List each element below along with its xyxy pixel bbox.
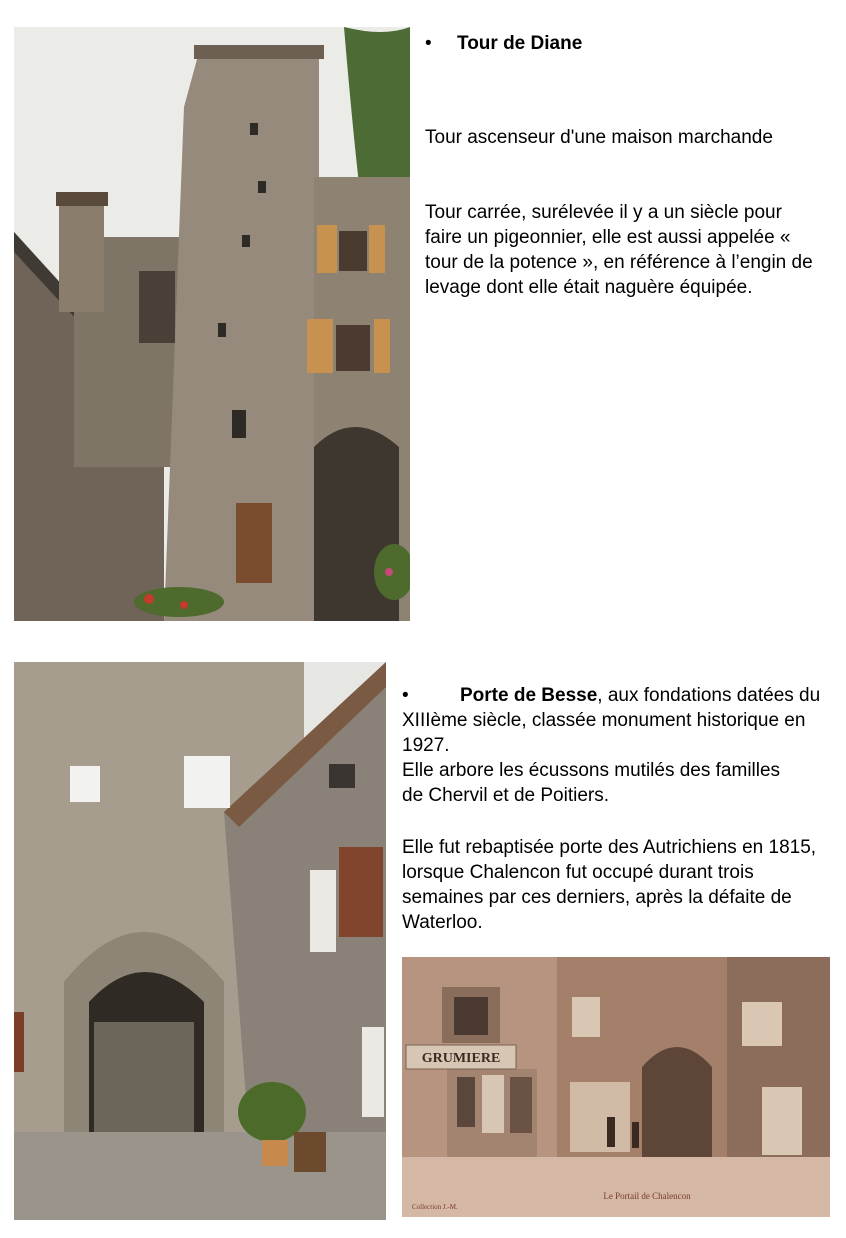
postcard-collection: Collection J.-M. xyxy=(412,1203,458,1211)
porte-de-besse-photo xyxy=(14,662,386,1220)
section2-paragraph2: Elle fut rebaptisée porte des Autrichiens en 1815, lorsque Chalencon fut occupé durant trois semaines par ces derniers, après la défaite de Waterloo. xyxy=(402,837,817,933)
bullet-2: • xyxy=(402,685,409,706)
bullet-1: • xyxy=(425,33,432,54)
section2-title-rest: , aux fondations datées du XIIIème siècle, classée monument historique en 1927. xyxy=(402,685,821,756)
section2-intro xyxy=(402,683,822,758)
section1-subtitle: Tour ascenseur d'une maison marchande xyxy=(425,127,773,148)
shop-sign-text: GRUMIERE xyxy=(421,1051,501,1066)
vintage-postcard-photo xyxy=(402,957,830,1217)
section2-line2: Elle arbore les écussons mutilés des familles de Chervil et de Poitiers. xyxy=(402,760,781,806)
tour-de-diane-photo xyxy=(14,27,410,621)
postcard-caption: Le Portail de Chalencon xyxy=(603,1191,691,1201)
section2-title: Porte de Besse xyxy=(460,685,598,706)
section1-title: Tour de Diane xyxy=(457,33,583,54)
section1-heading xyxy=(425,31,582,56)
section1-paragraph: Tour carrée, surélevée il y a un siècle pour faire un pigeonnier, elle est aussi appelée « tour de la potence », en référence à l’engin de levage dont elle était naguère équipée. xyxy=(425,202,813,298)
